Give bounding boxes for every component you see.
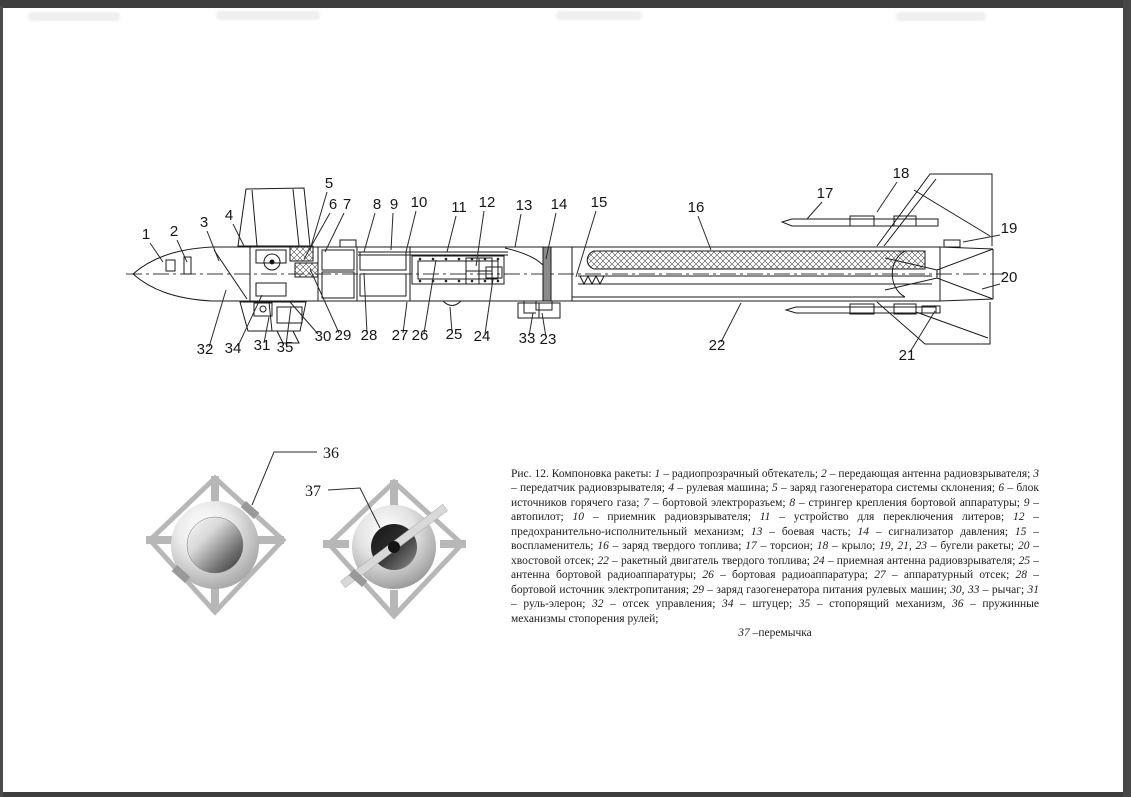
page-edge-top bbox=[0, 0, 1131, 8]
callout-26-leader bbox=[424, 260, 436, 333]
stringer bbox=[358, 252, 508, 255]
igniter-coil bbox=[580, 276, 604, 284]
callout-21-leader bbox=[910, 311, 935, 352]
callout-29-label: 29 bbox=[334, 327, 352, 344]
caption-item-text: – заряд твердого топлива; bbox=[608, 540, 746, 553]
caption-item-number: 34 bbox=[722, 598, 734, 611]
solid-propellant-charge bbox=[587, 251, 925, 269]
callout-24-leader bbox=[485, 279, 493, 334]
wing-upper bbox=[877, 174, 992, 246]
callout-28-leader bbox=[364, 273, 367, 333]
caption-item-text: – бортовая радиоаппаратура; bbox=[713, 569, 875, 582]
callout-17-label: 17 bbox=[816, 185, 834, 202]
callout-9-label: 9 bbox=[389, 196, 399, 213]
detail-view-front-left bbox=[146, 476, 284, 612]
callout-32-leader bbox=[209, 290, 226, 347]
caption-item-text: – предохранительно-исполнительный механизм; bbox=[511, 511, 1039, 538]
caption-item-number: 25 bbox=[1018, 554, 1031, 567]
callout-33-label: 33 bbox=[518, 330, 536, 347]
caption-item-text: – бугели ракеты; bbox=[927, 540, 1018, 553]
caption-item-text: – автопилот; bbox=[511, 496, 1039, 524]
electro-connector bbox=[340, 240, 356, 247]
callout-3-label: 3 bbox=[199, 214, 209, 231]
callout-27-label: 27 bbox=[391, 327, 409, 344]
lug-23 bbox=[536, 301, 552, 310]
callout-1-label: 1 bbox=[141, 226, 151, 243]
caption-item-text: – антенна бортовой радиоаппаратуры; bbox=[511, 554, 1039, 582]
caption-item-number: 26 bbox=[702, 569, 714, 582]
caption-item-text: – стопорящий механизм, bbox=[810, 598, 952, 611]
hot-gas-source-block bbox=[322, 250, 354, 270]
caption-item-text: – рулевая машина; bbox=[673, 482, 772, 495]
caption-item-number: 37 bbox=[738, 626, 750, 639]
radio-equipment-box bbox=[412, 256, 504, 284]
caption-item-text: – передатчик радиовзрывателя; bbox=[511, 482, 669, 495]
radio-fuze-antenna bbox=[166, 260, 175, 271]
caption-item-number: 9 bbox=[1023, 496, 1030, 509]
callout-32-label: 32 bbox=[196, 341, 214, 358]
caption-item-number: 36 bbox=[951, 598, 964, 611]
caption-item-number: 30, 33 bbox=[950, 583, 980, 596]
caption-item-text: – торсион; bbox=[756, 540, 817, 553]
caption-item-text: –перемычка bbox=[749, 626, 812, 639]
receiving-antenna bbox=[486, 267, 502, 278]
caption-item-number: 11 bbox=[759, 511, 771, 524]
callout-15-label: 15 bbox=[590, 194, 608, 211]
callout-8-leader bbox=[364, 213, 375, 252]
caption-item-number: 1 bbox=[654, 468, 661, 480]
callout-31-label: 31 bbox=[253, 337, 271, 354]
caption-item-text: – передающая антенна радиовзрывателя; bbox=[826, 468, 1034, 480]
page-edge-bottom bbox=[0, 792, 1131, 797]
caption-item-number: 16 bbox=[597, 540, 609, 553]
callout-16-leader bbox=[698, 216, 711, 250]
callout-2-label: 2 bbox=[169, 223, 179, 240]
caption-item-number: 17 bbox=[745, 540, 757, 553]
callout-35-label: 35 bbox=[276, 339, 294, 356]
callout-4-label: 4 bbox=[224, 207, 234, 224]
figure-caption-last-line bbox=[511, 626, 1039, 640]
callout-22-label: 22 bbox=[708, 337, 726, 354]
callout-21-label: 21 bbox=[898, 347, 916, 364]
caption-item-number: 7 bbox=[643, 496, 649, 509]
caption-item-number: 12 bbox=[1012, 511, 1025, 524]
caption-item-text: – пружинные механизмы стопорения рулей; bbox=[511, 598, 1039, 625]
caption-item-number: 13 bbox=[750, 525, 763, 538]
callout-19-label: 19 bbox=[1000, 220, 1018, 237]
caption-item-text: – бортовой источник электропитания; bbox=[511, 569, 1039, 596]
caption-item-text: – руль-элерон; bbox=[511, 598, 593, 611]
caption-item-number: 28 bbox=[1015, 569, 1028, 582]
caption-item-number: 15 bbox=[1014, 525, 1027, 538]
callout-7-label: 7 bbox=[342, 196, 352, 213]
callout-3-leader bbox=[207, 231, 219, 261]
callout-8-label: 8 bbox=[372, 196, 382, 213]
caption-item-number: 19, 21, 23 bbox=[879, 540, 928, 553]
caption-item-text: – рычаг; bbox=[979, 583, 1028, 596]
caption-item-number: 10 bbox=[572, 511, 585, 524]
radio-fuze-transmitter bbox=[184, 257, 191, 274]
callout-2-leader bbox=[177, 240, 187, 262]
caption-item-text: – воспламенитель; bbox=[511, 525, 1039, 553]
caption-item-number: 14 bbox=[857, 525, 869, 538]
torsion-bar-upper bbox=[782, 219, 938, 226]
caption-item-number: 8 bbox=[789, 496, 796, 509]
nose-cone bbox=[187, 517, 243, 573]
callout-6-leader bbox=[304, 213, 330, 259]
callout-5-leader bbox=[310, 192, 327, 250]
callout-25-label: 25 bbox=[445, 326, 463, 343]
caption-item-text: – радиопрозрачный обтекатель; bbox=[660, 468, 822, 480]
callout-34-label: 34 bbox=[224, 340, 242, 357]
callout-19-leader bbox=[963, 235, 1000, 242]
gas-generator-charge-steer bbox=[295, 263, 318, 277]
caption-item-text: – приемник радиовзрывателя; bbox=[584, 511, 760, 524]
callout-10-label: 10 bbox=[410, 194, 428, 211]
callout-23-label: 23 bbox=[539, 331, 557, 348]
caption-item-number: 6 bbox=[998, 482, 1005, 495]
callout-10-leader bbox=[406, 211, 416, 252]
caption-item-text: – боевая часть; bbox=[762, 525, 858, 538]
callout-18-label: 18 bbox=[892, 165, 910, 182]
figure-caption-text bbox=[511, 467, 1039, 626]
canard-upper bbox=[238, 188, 310, 246]
caption-item-number: 32 bbox=[592, 598, 604, 611]
board-antenna-bump bbox=[443, 301, 461, 306]
caption-item-number: 29 bbox=[692, 583, 704, 596]
caption-item-text: – стрингер крепления бортовой аппаратуры; bbox=[795, 496, 1024, 509]
page-edge-right bbox=[1123, 0, 1131, 797]
caption-item-number: 24 bbox=[813, 554, 825, 567]
caption-item-text: – штуцер; bbox=[733, 598, 799, 611]
callout-6-label: 6 bbox=[328, 196, 338, 213]
callout-14-label: 14 bbox=[550, 196, 568, 213]
page-edge-left bbox=[0, 6, 3, 797]
center-hole bbox=[388, 541, 400, 553]
caption-item-number: 31 bbox=[1027, 583, 1039, 596]
fitting bbox=[260, 306, 266, 312]
callout-7-leader bbox=[325, 213, 344, 252]
caption-item-text: – заряд газогенератора питания рулевых машин; bbox=[703, 583, 951, 596]
callout-9-leader bbox=[391, 213, 393, 250]
caption-item-number: 22 bbox=[597, 554, 609, 567]
callout-20-leader bbox=[982, 284, 1000, 289]
callout-28-label: 28 bbox=[360, 327, 378, 344]
caption-item-text: – ракетный двигатель твердого топлива; bbox=[608, 554, 814, 567]
callout-17-leader bbox=[807, 202, 822, 219]
caption-item-text: – устройство для переключения литеров; bbox=[770, 511, 1013, 524]
caption-item-text: – сигнализатор давления; bbox=[868, 525, 1015, 538]
caption-item-text: – крыло; bbox=[828, 540, 880, 553]
torsion-bar-lower bbox=[786, 307, 936, 313]
callout-18-leader bbox=[877, 182, 897, 212]
canard-lower bbox=[240, 302, 306, 331]
caption-item-text: – бортовой электроразъем; bbox=[648, 496, 790, 509]
caption-item-number: 3 bbox=[1033, 468, 1039, 480]
caption-item-text: – хвостовой отсек; bbox=[511, 540, 1040, 567]
caption-item-number: 2 bbox=[821, 468, 827, 480]
caption-item-text: – отсек управления; bbox=[603, 598, 723, 611]
callout-24-label: 24 bbox=[473, 328, 491, 345]
callout-5-label: 5 bbox=[324, 175, 334, 192]
caption-item-number: 4 bbox=[668, 482, 674, 495]
caption-item-number: 5 bbox=[771, 482, 778, 495]
callout-30-label: 30 bbox=[314, 328, 332, 345]
warhead-contour bbox=[505, 248, 543, 265]
caption-item-number: 20 bbox=[1017, 540, 1030, 553]
callout-20-label: 20 bbox=[1000, 269, 1018, 286]
igniter-tube bbox=[578, 276, 932, 284]
caption-item-number: 35 bbox=[798, 598, 811, 611]
callout-11-label: 11 bbox=[451, 199, 467, 216]
callout-16-label: 16 bbox=[687, 199, 705, 216]
callout-13-leader bbox=[515, 214, 521, 247]
caption-item-text: Рис. 12. Компоновка ракеты: bbox=[511, 468, 655, 480]
figure-caption bbox=[511, 467, 1039, 640]
caption-item-text: – аппаратурный отсек; bbox=[885, 569, 1016, 582]
callout-37-label: 37 bbox=[305, 483, 321, 500]
caption-item-text: – блок источников горячего газа; bbox=[511, 482, 1040, 509]
callout-26-label: 26 bbox=[411, 327, 429, 344]
callout-12-label: 12 bbox=[478, 194, 496, 211]
caption-item-number: 27 bbox=[874, 569, 886, 582]
caption-item-text: – заряд газогенератора системы склонения; bbox=[777, 482, 999, 495]
caption-item-number: 18 bbox=[816, 540, 829, 553]
callout-36-label: 36 bbox=[323, 445, 339, 462]
lug-19 bbox=[944, 240, 960, 247]
callout-13-label: 13 bbox=[515, 197, 533, 214]
detail-view-front-right bbox=[323, 480, 466, 616]
caption-item-text: – приемная антенна радиовзрывателя; bbox=[824, 554, 1019, 567]
